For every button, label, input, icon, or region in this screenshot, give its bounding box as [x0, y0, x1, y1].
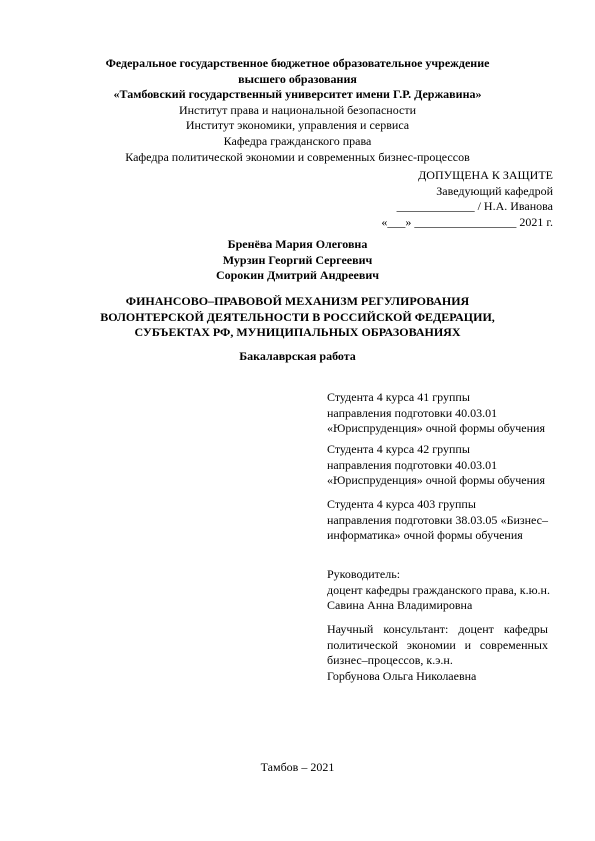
approval-position: Заведующий кафедрой: [436, 183, 553, 198]
thesis-title: [0, 294, 595, 341]
consultant-line: Научный консультант: доцент кафедры: [327, 622, 548, 636]
student-course-group: Студента 4 курса 41 группы: [327, 390, 470, 404]
student-direction: направления подготовки 40.03.01: [327, 457, 498, 472]
student-direction: направления подготовки 40.03.01: [327, 405, 498, 420]
student-form: информатика» очной формы обучения: [327, 528, 523, 543]
student-course-group: Студента 4 курса 42 группы: [327, 442, 470, 456]
author-name: Бренёва Мария Олеговна: [227, 237, 368, 251]
approval-block: [381, 168, 553, 230]
authors-block: [0, 237, 595, 284]
consultant-line: бизнес–процессов, к.э.н.: [327, 653, 453, 668]
institution-header: [0, 56, 595, 165]
header-line-institute-law: Институт права и национальной безопасности: [178, 102, 417, 117]
author-name: Мурзин Георгий Сергеевич: [222, 252, 373, 267]
student-info-block: [327, 497, 548, 544]
student-info-block: [327, 442, 548, 489]
supervisor-name: Савина Анна Владимировна: [327, 598, 473, 613]
work-type: Бакалаврская работа: [239, 349, 356, 363]
header-line-department-political-economy: Кафедра политической экономии и современных бизнес-процессов: [125, 149, 470, 164]
student-form: «Юриспруденция» очной формы обучения: [327, 473, 545, 488]
student-course-group: Студента 4 курса 403 группы: [327, 497, 476, 511]
student-info-block: [327, 390, 548, 437]
supervisor-label: Руководитель:: [327, 567, 401, 581]
header-line-ministry: Федеральное государственное бюджетное образовательное учреждение: [105, 56, 490, 70]
approval-date: «___» _________________ 2021 г.: [381, 214, 553, 229]
header-line-education-level: высшего образования: [238, 71, 357, 86]
student-direction: направления подготовки 38.03.05 «Бизнес–: [327, 512, 548, 527]
approval-signature: _____________ / Н.А. Иванова: [396, 199, 553, 214]
consultant-line: политической экономии и современных: [327, 637, 548, 652]
supervisor-position: доцент кафедры гражданского права, к.ю.н.: [327, 582, 550, 597]
title-line: СУБЪЕКТАХ РФ, МУНИЦИПАЛЬНЫХ ОБРАЗОВАНИЯХ: [134, 325, 461, 340]
header-line-institute-economics: Институт экономики, управления и сервиса: [185, 118, 410, 133]
consultant-name: Горбунова Ольга Николаевна: [327, 668, 477, 683]
city-year: Тамбов – 2021: [260, 760, 335, 774]
author-name: Сорокин Дмитрий Андреевич: [215, 268, 380, 283]
approval-status: ДОПУЩЕНА К ЗАЩИТЕ: [418, 168, 553, 182]
title-line: ВОЛОНТЕРСКОЙ ДЕЯТЕЛЬНОСТИ В РОССИЙСКОЙ ФЕДЕРАЦИИ,: [100, 309, 495, 324]
student-form: «Юриспруденция» очной формы обучения: [327, 421, 545, 436]
consultant-block: [327, 622, 548, 684]
supervisor-block: [327, 567, 557, 614]
title-line: ФИНАНСОВО–ПРАВОВОЙ МЕХАНИЗМ РЕГУЛИРОВАНИЯ: [125, 294, 470, 308]
header-line-university: «Тамбовский государственный университет имени Г.Р. Державина»: [113, 87, 482, 102]
header-line-department-civil-law: Кафедра гражданского права: [223, 133, 372, 148]
